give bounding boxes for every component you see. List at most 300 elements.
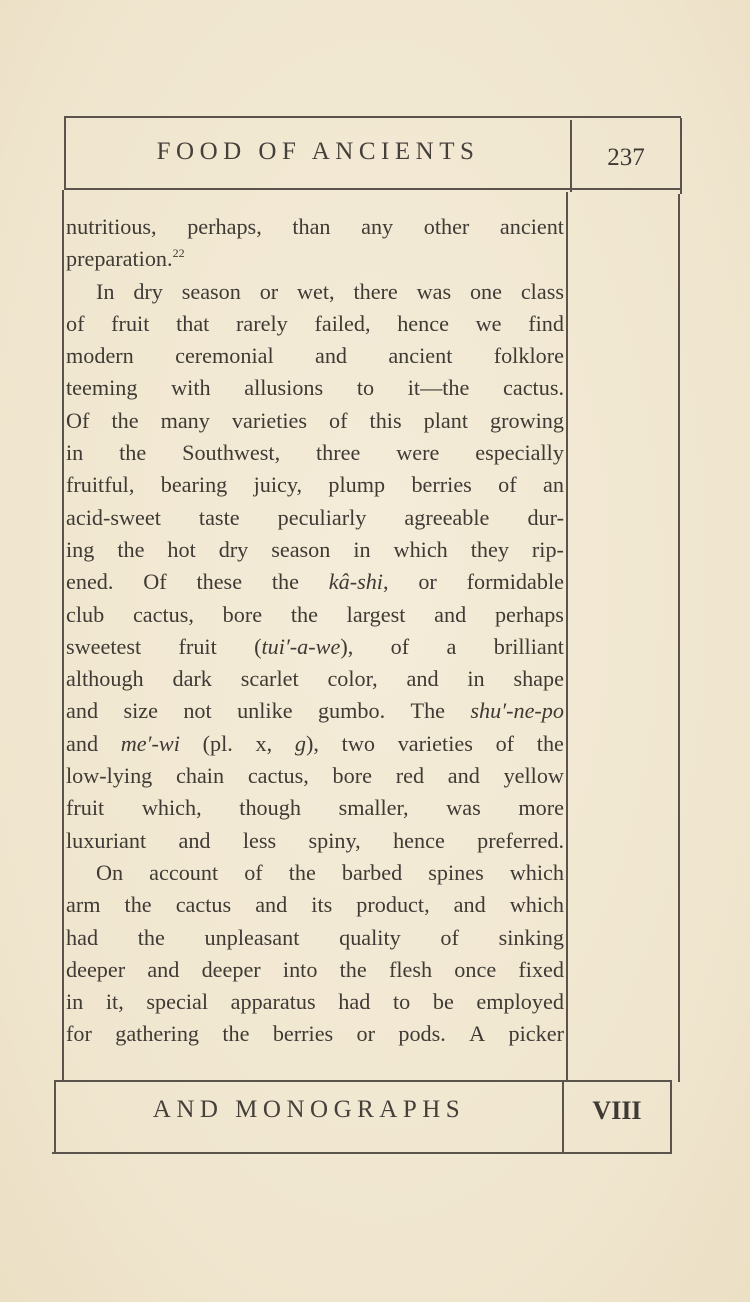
text-fragment: the (288, 859, 316, 885)
word (537, 728, 564, 760)
text-fragment: ened. (66, 569, 114, 595)
word (260, 276, 278, 308)
text-line (66, 986, 564, 1018)
text-fragment: chain (176, 763, 225, 789)
word (66, 599, 104, 631)
word (311, 889, 332, 921)
word (66, 405, 89, 437)
text-line (66, 340, 564, 372)
text-fragment: cactus. (503, 375, 564, 401)
word (440, 922, 458, 954)
text-fragment: scarlet (240, 666, 299, 692)
text-fragment: quality (339, 924, 401, 950)
text-fragment: fixed (518, 956, 564, 982)
text-fragment: largest (346, 601, 406, 627)
text-fragment: Southwest, (182, 440, 281, 466)
text-fragment: plant (423, 407, 468, 433)
word (161, 469, 228, 501)
word (408, 372, 470, 404)
italic-term: tui′-a-we (261, 633, 341, 659)
text-fragment: agreeable (404, 504, 490, 530)
word (315, 340, 347, 372)
word (314, 308, 370, 340)
word (467, 663, 484, 695)
text-fragment: though (239, 795, 301, 821)
word (333, 760, 372, 792)
word (528, 308, 564, 340)
word (513, 663, 564, 695)
text-line (66, 825, 564, 857)
word (243, 825, 276, 857)
text-fragment: dry (218, 536, 249, 562)
word (96, 857, 123, 889)
text-fragment: had (338, 989, 371, 1015)
text-fragment: failed, (314, 310, 371, 336)
footer-top-rule (54, 1080, 672, 1082)
text-fragment: brilliant (493, 633, 564, 659)
text-fragment: bore (332, 763, 372, 789)
text-fragment: hence (397, 310, 449, 336)
word (66, 631, 141, 663)
text-fragment: and (434, 601, 467, 627)
text-fragment: special (146, 989, 209, 1015)
text-line (66, 502, 564, 534)
text-fragment: the (124, 892, 152, 918)
header-top-rule (64, 116, 681, 118)
word (357, 1018, 375, 1050)
word (389, 954, 432, 986)
text-fragment: of (498, 472, 517, 498)
text-fragment: dur- (527, 504, 564, 530)
text-fragment: the (536, 730, 564, 756)
word (327, 663, 377, 695)
text-fragment: they (470, 536, 509, 562)
word (361, 211, 393, 243)
text-fragment: arm (66, 892, 101, 918)
word (357, 372, 374, 404)
text-fragment: a (446, 633, 457, 659)
word (467, 566, 564, 598)
word (340, 954, 367, 986)
text-line (66, 695, 564, 727)
text-fragment: which, (141, 795, 202, 821)
word (175, 340, 274, 372)
italic-term: shu′-ne-po (470, 698, 564, 724)
word (393, 986, 410, 1018)
word (318, 695, 385, 727)
body-divider-rule (566, 192, 568, 1082)
text-fragment: gathering (115, 1021, 200, 1047)
word (396, 437, 439, 469)
word (454, 954, 496, 986)
body-left-rule (62, 190, 64, 1080)
word (347, 599, 406, 631)
text-fragment: spiny, (308, 827, 361, 853)
word (510, 857, 564, 889)
text-fragment: fruit (178, 633, 217, 659)
word (182, 276, 241, 308)
word (66, 243, 185, 275)
text-fragment: and (314, 343, 348, 369)
text-line (66, 405, 564, 437)
text-line (66, 792, 564, 824)
word (398, 728, 473, 760)
word (342, 857, 402, 889)
text-line (66, 599, 564, 631)
text-fragment: picker (508, 1021, 564, 1047)
text-fragment: its (311, 892, 333, 918)
word (500, 211, 564, 243)
word (187, 211, 262, 243)
text-fragment: preferred. (477, 827, 564, 853)
word (66, 663, 144, 695)
text-fragment: in (467, 666, 485, 692)
word (236, 308, 288, 340)
text-line (66, 276, 564, 308)
word (476, 986, 564, 1018)
text-fragment: x, (255, 730, 273, 756)
text-fragment: deeper (201, 956, 261, 982)
word (143, 566, 166, 598)
text-fragment: barbed (341, 859, 403, 885)
text-fragment: berries (411, 472, 472, 498)
text-fragment: the (339, 956, 367, 982)
text-line (66, 308, 564, 340)
word (205, 922, 300, 954)
word (66, 792, 104, 824)
word (448, 760, 480, 792)
text-fragment: class (520, 278, 564, 304)
text-line (66, 954, 564, 986)
text-fragment: which (393, 536, 448, 562)
text-fragment: less (242, 827, 277, 853)
word (424, 211, 470, 243)
word (353, 534, 370, 566)
text-fragment: with (171, 375, 211, 401)
text-line (66, 760, 564, 792)
text-fragment: ancient (499, 214, 564, 239)
word (272, 566, 299, 598)
word (96, 276, 114, 308)
text-fragment: any (361, 214, 394, 239)
running-title: FOOD OF ANCIENTS (156, 138, 480, 165)
word (66, 308, 84, 340)
footnote-ref[interactable]: 22 (172, 246, 185, 261)
word (407, 663, 439, 695)
word (339, 922, 401, 954)
text-fragment: three (316, 440, 361, 466)
text-fragment: although (66, 666, 144, 692)
word (498, 469, 516, 501)
word (219, 534, 249, 566)
word (518, 792, 564, 824)
text-fragment: cactus, (132, 601, 194, 627)
footer-bottom-rule (52, 1152, 672, 1154)
italic-term: me′-wi (120, 730, 180, 756)
word (167, 534, 195, 566)
word (66, 502, 161, 534)
word (289, 857, 316, 889)
word (66, 825, 146, 857)
text-fragment: and (66, 730, 99, 756)
text-fragment: in (66, 440, 84, 466)
word (454, 889, 486, 921)
text-fragment: and (255, 892, 288, 918)
text-fragment: find (528, 310, 564, 336)
text-fragment: bore (222, 601, 263, 627)
word (254, 469, 302, 501)
word (394, 534, 448, 566)
text-fragment: ceremonial (175, 343, 274, 369)
word (292, 211, 330, 243)
text-fragment: account (149, 859, 219, 885)
text-fragment: two (341, 730, 375, 756)
text-fragment: of (495, 730, 515, 756)
text-line (66, 534, 564, 566)
word (297, 276, 335, 308)
text-fragment: ), (306, 730, 319, 756)
word (496, 728, 514, 760)
text-fragment: of (244, 859, 263, 885)
word (477, 825, 564, 857)
word (202, 954, 261, 986)
word (273, 1018, 333, 1050)
word (339, 792, 409, 824)
text-fragment: sweetest (66, 633, 142, 659)
text-fragment: On (96, 859, 124, 885)
word (203, 728, 233, 760)
word (66, 372, 137, 404)
text-fragment: for (66, 1021, 92, 1047)
text-fragment: club (66, 601, 105, 627)
text-fragment: we (475, 310, 502, 336)
text-fragment: these (196, 569, 243, 595)
word (117, 534, 144, 566)
word (241, 663, 299, 695)
text-fragment: and (447, 763, 480, 789)
text-fragment: dry (133, 278, 163, 304)
word (161, 405, 210, 437)
text-fragment: the (137, 924, 165, 950)
volume-number: VIII (592, 1096, 642, 1125)
word (248, 760, 309, 792)
text-fragment: luxuriant (66, 827, 147, 853)
text-fragment: it—the (407, 375, 470, 401)
text-fragment: nutritious, (66, 214, 157, 239)
text-fragment: hot (167, 536, 196, 562)
text-fragment: had (66, 924, 99, 950)
word (125, 889, 152, 921)
word (133, 599, 194, 631)
word (199, 502, 240, 534)
word (291, 599, 318, 631)
word (411, 469, 471, 501)
text-fragment: In (96, 278, 115, 304)
text-fragment: A (469, 1021, 486, 1047)
text-fragment: ( (254, 633, 262, 659)
text-fragment: varieties (397, 730, 473, 756)
text-fragment: plump (328, 472, 386, 498)
text-fragment: season (181, 278, 241, 304)
text-fragment: pods. (398, 1021, 446, 1047)
word (283, 954, 318, 986)
word (231, 986, 316, 1018)
word (470, 276, 502, 308)
text-fragment: cactus (175, 892, 232, 918)
text-fragment: , (382, 569, 389, 595)
word (178, 825, 210, 857)
text-fragment: rarely (236, 310, 288, 336)
word (494, 340, 564, 372)
word (142, 792, 202, 824)
text-fragment: acid-sweet (66, 504, 161, 530)
word (66, 1018, 92, 1050)
word (504, 760, 564, 792)
word (521, 276, 564, 308)
text-fragment: fruit (66, 795, 105, 821)
word (370, 405, 402, 437)
word (172, 663, 211, 695)
text-fragment: other (423, 214, 470, 239)
word (115, 1018, 199, 1050)
word (66, 695, 98, 727)
text-fragment: modern (66, 343, 134, 369)
italic-term: kâ-shi (328, 569, 383, 595)
text-fragment: shape (513, 666, 564, 692)
word (66, 437, 83, 469)
word (176, 308, 209, 340)
word (391, 631, 409, 663)
word (278, 502, 367, 534)
text-fragment: teeming (66, 375, 138, 401)
word (329, 566, 389, 598)
text-fragment: spines (428, 859, 484, 885)
word (433, 986, 454, 1018)
text-fragment: cactus, (247, 763, 309, 789)
text-fragment: apparatus (230, 989, 316, 1015)
word (316, 437, 360, 469)
word (223, 599, 262, 631)
text-fragment: was (416, 278, 452, 304)
text-fragment: perhaps, (187, 214, 262, 239)
text-fragment: preparation. (66, 246, 173, 272)
text-fragment: bearing (160, 472, 228, 498)
text-fragment: berries (272, 1021, 334, 1047)
word (66, 922, 98, 954)
word (295, 728, 319, 760)
body-text (66, 211, 564, 1051)
word (106, 986, 124, 1018)
word (66, 534, 94, 566)
text-fragment: to (392, 989, 411, 1015)
text-fragment: folklore (493, 343, 564, 369)
word (404, 502, 489, 534)
word (490, 405, 564, 437)
text-fragment: of (440, 924, 459, 950)
word (470, 695, 564, 727)
text-fragment: this (369, 407, 402, 433)
word (66, 340, 134, 372)
word (256, 728, 273, 760)
text-fragment: yellow (503, 763, 564, 789)
text-line (66, 469, 564, 501)
text-fragment: hence (393, 827, 445, 853)
word (66, 760, 152, 792)
word (237, 695, 292, 727)
text-fragment: flesh (388, 956, 433, 982)
word (171, 372, 210, 404)
word (543, 469, 564, 501)
word (342, 728, 375, 760)
word (133, 276, 163, 308)
body-right-rule (678, 194, 680, 1082)
word (338, 986, 370, 1018)
text-line (66, 566, 564, 598)
text-fragment: peculiarly (277, 504, 367, 530)
text-fragment: unlike (237, 698, 293, 724)
text-fragment: deeper (66, 956, 126, 982)
word (469, 1018, 485, 1050)
word (66, 954, 125, 986)
word (255, 889, 287, 921)
text-line (66, 211, 564, 243)
text-fragment: dark (172, 666, 212, 692)
word (510, 889, 564, 921)
text-fragment: of (66, 310, 85, 336)
text-fragment: into (282, 956, 318, 982)
text-fragment: the (290, 601, 318, 627)
word (509, 1018, 564, 1050)
text-line (66, 857, 564, 889)
word (66, 728, 98, 760)
word (149, 857, 218, 889)
text-line (66, 728, 564, 760)
word (471, 534, 509, 566)
word (232, 405, 307, 437)
text-line (66, 631, 564, 663)
series-title: AND MONOGRAPHS (152, 1096, 466, 1123)
text-fragment: Of (66, 407, 90, 433)
word (66, 986, 83, 1018)
word (428, 857, 483, 889)
text-fragment: taste (198, 504, 240, 530)
word (328, 469, 385, 501)
text-fragment: formidable (466, 569, 564, 595)
text-fragment: season (271, 536, 331, 562)
text-fragment: (pl. (202, 730, 233, 756)
text-line (66, 1018, 564, 1050)
text-line (66, 663, 564, 695)
text-fragment: many (160, 407, 210, 433)
text-fragment: rip- (531, 536, 564, 562)
text-fragment: and (453, 892, 486, 918)
word (398, 1018, 445, 1050)
word (66, 889, 101, 921)
text-fragment: red (395, 763, 425, 789)
word (527, 502, 564, 534)
text-line (66, 437, 564, 469)
header-left-rule (64, 116, 66, 190)
text-fragment: were (396, 440, 440, 466)
word (393, 825, 445, 857)
text-fragment: in (66, 989, 84, 1015)
word (179, 631, 217, 663)
word (495, 599, 564, 631)
word (66, 469, 134, 501)
text-fragment: there (353, 278, 398, 304)
text-fragment: the (271, 569, 299, 595)
text-fragment: and (406, 666, 439, 692)
